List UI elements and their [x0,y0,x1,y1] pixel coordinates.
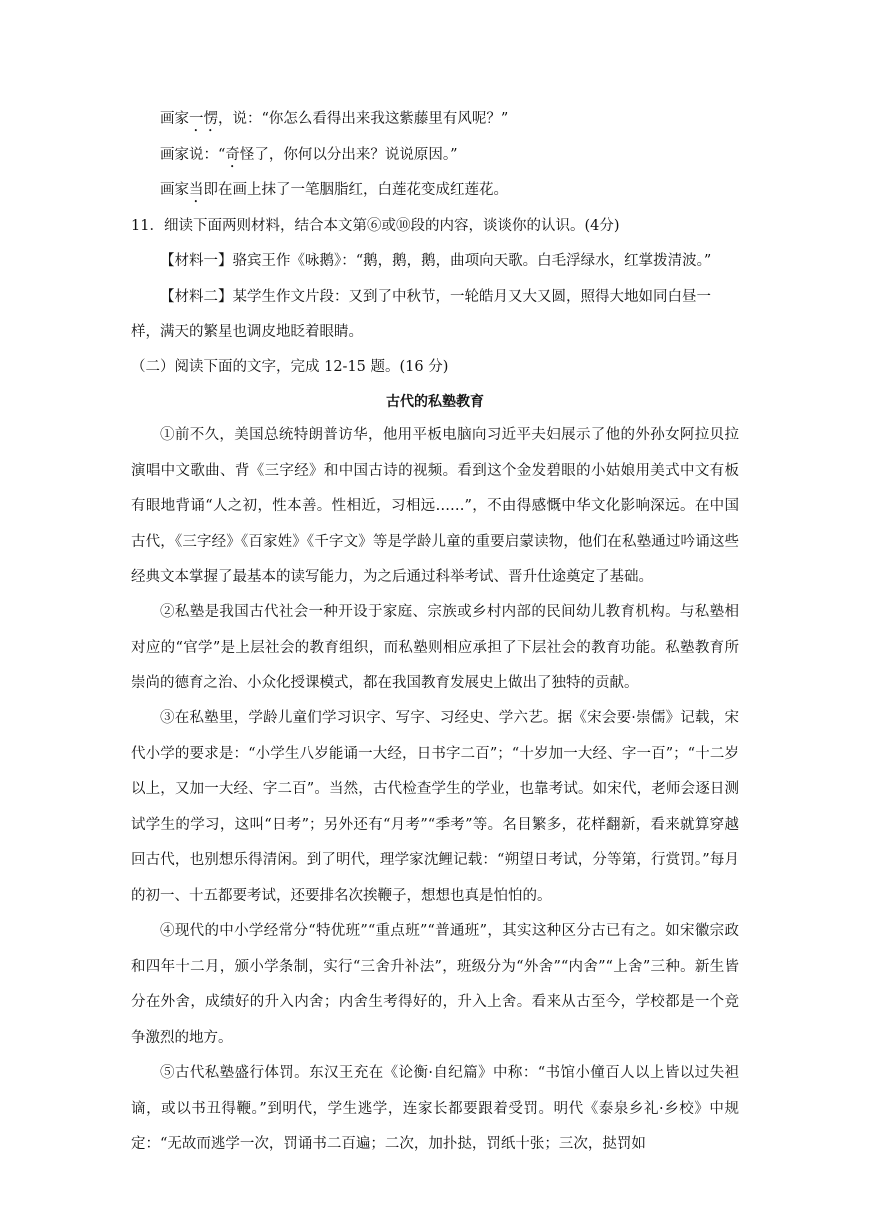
article-title: 古代的私塾教育 [386,394,484,410]
story-line-1-part-a: 画家 [160,111,189,127]
article-paragraph-4: ④现代的中小学经常分“特优班”“重点班”“普通班”，其实这种区分古已有之。如宋徽宗政和四年十二月，颁小学条制，实行“三舍升补法”，班级分为“外舍”“内舍”“上舍”三种。新生皆分在外舍，成绩好的升入内舍；内舍生考得好的，升入上舍。看来从古至今，学校都是一个竞争激烈的地方。 [131,923,739,1046]
material-two-line-2: 样，满天的繁星也调皮地眨着眼睛。 [131,324,363,340]
article-paragraph-3: ③在私塾里，学龄儿童们学习识字、写字、习经史、学六艺。据《宋会要·崇儒》记载，宋代小学的要求是：“小学生八岁能诵一大经，日书字二百”；“十岁加一大经、字一百”；“十二岁以上，又加一大经、字二百”。当然，古代检查学生的学业，也靠考试。如宋代，老师会逐日测试学生的学习，这叫“日考”；另外还有“月考”“季考”等。名目繁多，花样翻新，看来就算穿越回古代，也别想乐得清闲。到了明代，理学家沈鲤记载：“朔望日考试，分等第，行赏罚。”每月的初一、十五都要考试，还要排名次挨鞭子，想想也真是怕怕的。 [131,710,739,904]
story-line-1-emphasis: 一愣 [189,111,218,127]
story-line-1 [160,109,508,135]
article-paragraph-5: ⑤古代私塾盛行体罚。东汉王充在《论衡·自纪篇》中称：“书馆小僮百人以上皆以过失袒谪，或以书丑得鞭。”到明代，学生逃学，连家长都要跟着受罚。明代《泰泉乡礼·乡校》中规定：“无故而逃学一次，罚诵书二百遍；二次，加扑挞，罚纸十张；三次，挞罚如 [131,1065,739,1152]
story-line-3-emphasis: 当 [189,182,204,198]
question-11-prompt: 11．细读下面两则材料，结合本文第⑥或⑩段的内容，谈谈你的认识。(4分) [131,218,620,234]
material-one: 【材料一】骆宾王作《咏鹅》：“鹅，鹅，鹅，曲项向天歌。白毛浮绿水，红掌拨清波。” [160,253,712,269]
story-line-2-part-c: 怪了，你何以分出来？说说原因。” [239,147,458,163]
section-two-heading: （二）阅读下面的文字，完成 12-15 题。(16 分) [131,359,449,375]
story-line-3 [160,180,508,206]
story-line-3-part-a: 画家 [160,182,189,198]
material-two-line-1: 【材料二】某学生作文片段：又到了中秋节，一轮皓月又大又圆，照得大地如同白昼一 [160,289,711,305]
story-line-3-part-c: 即在画上抹了一笔胭脂红，白莲花变成红莲花。 [203,182,508,198]
article-paragraph-1: ①前不久，美国总统特朗普访华，他用平板电脑向习近平夫妇展示了他的外孙女阿拉贝拉演唱中文歌曲、背《三字经》和中国古诗的视频。看到这个金发碧眼的小姑娘用美式中文有板有眼地背诵“人之初，性本善。性相近，习相远……”，不由得感慨中华文化影响深远。在中国古代，《三字经》《百家姓》《千字文》等是学龄儿童的重要启蒙读物，他们在私塾通过吟诵这些经典文本掌握了最基本的读写能力，为之后通过科举考试、晋升仕途奠定了基础。 [131,427,739,585]
article-paragraph-2: ②私塾是我国古代社会一种开设于家庭、宗族或乡村内部的民间幼儿教育机构。与私塾相对应的“官学”是上层社会的教育组织，而私塾则相应承担了下层社会的教育功能。私塾教育所崇尚的德育之治、小众化授课模式，都在我国教育发展史上做出了独特的贡献。 [131,604,739,691]
story-line-2-emphasis: 奇 [225,147,240,163]
story-line-2-part-a: 画家说：“ [160,147,226,163]
story-line-2 [160,145,458,171]
story-line-1-part-c: ，说：“你怎么看得出来我这紫藤里有风呢？” [218,111,509,127]
